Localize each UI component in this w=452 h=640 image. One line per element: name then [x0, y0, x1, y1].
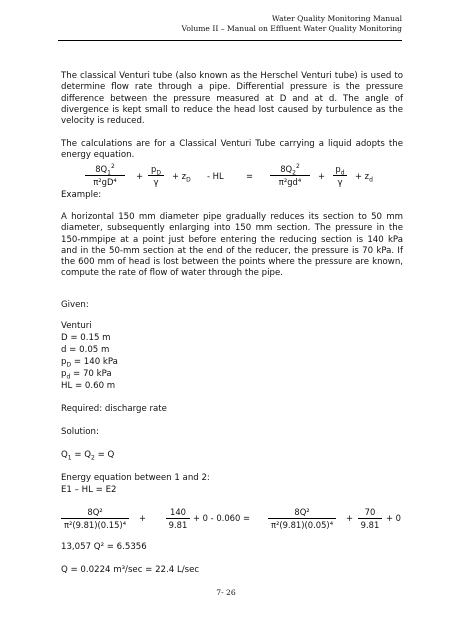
required-line: Required: discharge rate — [61, 404, 167, 414]
calculation-paragraph: The calculations are for a Classical Venturi Tube carrying a liquid adopts the energy equation. — [61, 139, 403, 161]
page-number: 7- 26 — [216, 588, 236, 597]
flow-equality: $Q_1 = Q_2 = Q$ — [61, 450, 115, 462]
example-label: Example: — [61, 190, 102, 200]
equation-term: $\frac{\text{8Q²}}{\text{π²(9.81)(0.15)⁴}}$ — [61, 507, 129, 530]
running-header — [182, 14, 402, 34]
header-rule — [58, 40, 402, 41]
energy-label: Energy equation between 1 and 2: — [61, 473, 210, 483]
intermediate-result: 13,057 Q² = 6.5356 — [61, 542, 147, 552]
intro-paragraph: The classical Venturi tube (also known as the Herschel Venturi tube) is used to determine flow rate through a pipe. Differential pressure is the pressure difference between the pressure measured at D and at d. The angle of divergence is kept small to reduce the head lost caused by turbulence as the velocity is reduced. — [61, 71, 403, 127]
header-subtitle: Volume II – Manual on Effluent Water Quality Monitoring — [181, 24, 402, 33]
header-title: Water Quality Monitoring Manual — [271, 14, 402, 23]
given-label: Given: — [61, 300, 89, 310]
equation-term: $\frac{140}{9.81}$ — [166, 507, 190, 530]
example-paragraph: A horizontal 150 mm diameter pipe gradually reduces its section to 50 mm diameter, subsequently enlarging into 150 mm section. The pressure in the 150-mmpipe at a point just before entering the reducing section is 140 kPa and in the 50-mm section at the end of the reducer, the pressure is 70 kPa. If the 600 mm of head is lost between the points where the pressure are known, compute the rate of flow of water through the pipe. — [61, 212, 403, 279]
document-page: Water Quality Monitoring Manual Volume II – Manual on Effluent Water Quality Monitoring The classical Venturi tube (also known as the Herschel Venturi tube) is used to determine flow rate through a pipe. Differential pressure is the pressure difference between the pressure measured at D and at d. The angle of divergence is kept small to reduce the head lost caused by turbulence as the velocity is reduced. The calculations are for a Classical Venturi Tube carrying a liquid adopts the energy equation. $\frac{8Q_1^2}{\text{π²gD⁴}}$ + $\frac{p_D}{\gamma}$ + $z_D$ - HL = $\frac{8Q_2^2}{\text{π²gd⁴}}$ + $\frac{p_d}{\gamma}$ + $z_d$ Example: A horizontal 150 mm diameter pipe gradually reduces its section to 50 mm diameter, subsequently enlarging into 150 mm section. The pressure in the 150-mmpipe at a point just before entering the reducing section is 140 kPa and in the 50-mm section at the end of the reducer, the pressure is 70 kPa. If the 600 mm of head is lost between the points where the pressure are known, compute the rate of flow of water through the pipe. Given: Venturi D = 0.15 m d = 0.05 m $p_D = 140$ kPa $p_d = 70$ kPa HL = 0.60 m Required: discharge rate Solution: $Q_1 = Q_2 = Q$ Energy equation between 1 and 2: E1 – HL = E2 $\frac{\text{8Q²}}{\text{π²(9.81)(0.15)⁴}}$ + $\frac{140}{9.81}$ + 0 - 0.060 = $\frac{\text{8Q²}}{\text{π²(9.81)(0.05)⁴}}$ + $\frac{70}{9.81}$ + 0 13,057 Q² = 6.5356 Q = 0.0224 m³/sec = 22.4 L/sec 7- 26 — [0, 0, 452, 640]
equation-term: $\frac{\text{8Q²}}{\text{π²(9.81)(0.05)⁴}}$ — [268, 507, 336, 530]
equation-term: $\frac{p_d}{\gamma}$ — [333, 164, 347, 187]
energy-statement: E1 – HL = E2 — [61, 485, 117, 495]
equation-term: $\frac{p_D}{\gamma}$ — [148, 164, 164, 187]
final-result: Q = 0.0224 m³/sec = 22.4 L/sec — [61, 565, 200, 575]
equation-term: $\frac{8Q_1^2}{\text{π²gD⁴}}$ — [85, 164, 125, 187]
equation-term: $\frac{8Q_2^2}{\text{π²gd⁴}}$ — [270, 164, 310, 187]
equation-term: $\frac{70}{9.81}$ — [358, 507, 382, 530]
solution-label: Solution: — [61, 427, 99, 437]
